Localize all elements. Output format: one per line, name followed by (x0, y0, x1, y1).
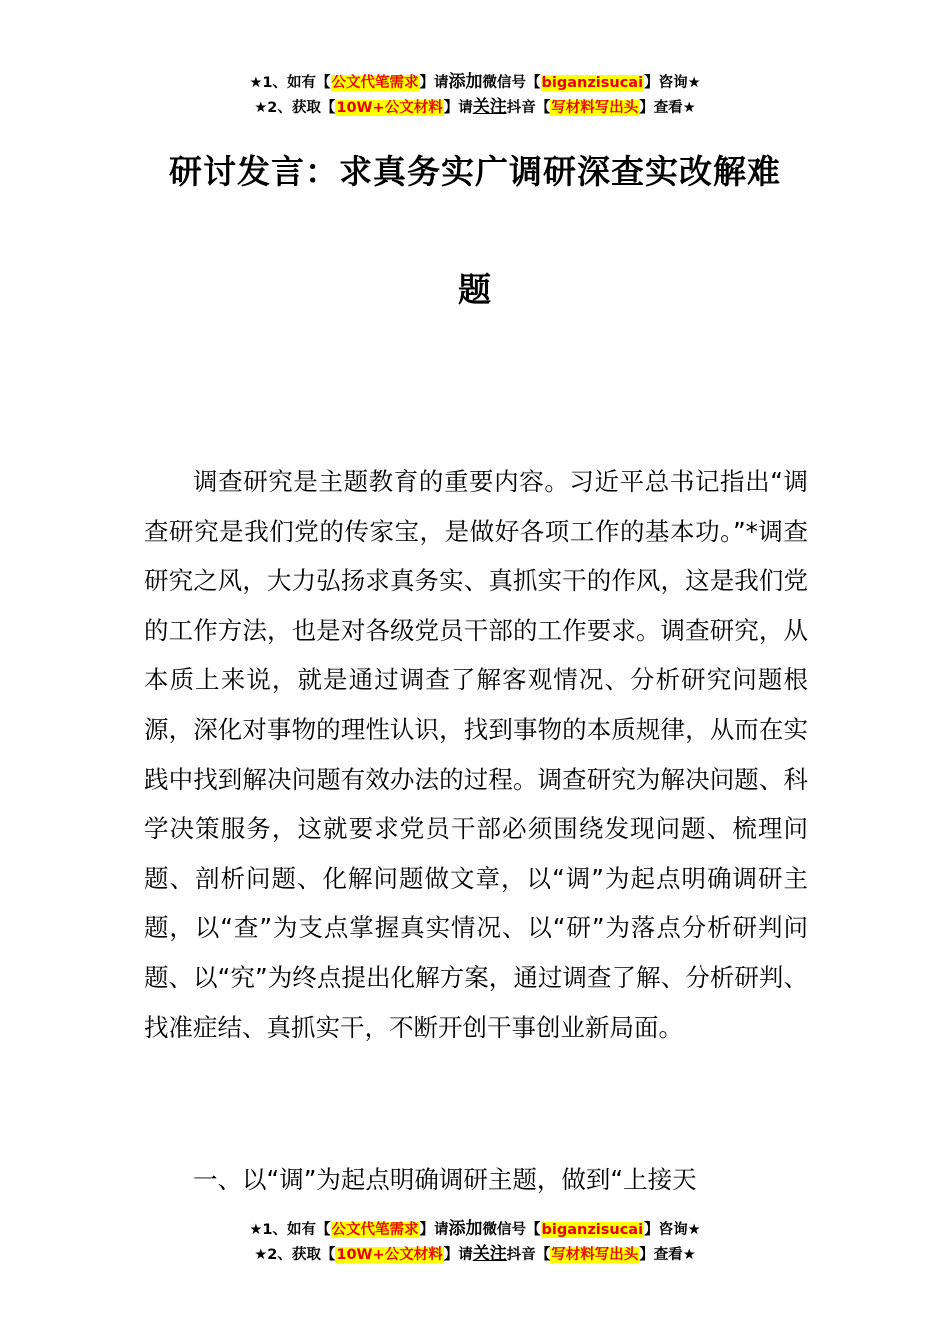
promo-highlight-douyin-account: 写材料写出头 (551, 1247, 639, 1263)
document-title-line-1: 研讨发言：求真务实广调研深查实改解难 (169, 152, 781, 191)
promo-highlight-douyin-account: 写材料写出头 (551, 100, 639, 116)
promo-line-2 (0, 1242, 950, 1267)
document-title-line-2: 题 (458, 270, 492, 309)
promo-highlight-materials: 10W+公文材料 (336, 100, 443, 116)
promo-text: 微信号【 (482, 75, 541, 91)
promo-text: 】请 (443, 1247, 473, 1263)
section-heading-1: 一、以“调”为起点明确调研主题，做到“上接天 (193, 1165, 697, 1194)
promo-text: 抖音【 (506, 100, 551, 116)
promo-suffix: 】查看★ (639, 1247, 696, 1263)
promo-prefix: ★2、获取【 (254, 100, 336, 116)
promo-emphasis: 添加 (448, 1219, 483, 1239)
promo-text: 抖音【 (506, 1247, 551, 1263)
promo-emphasis: 关注 (472, 97, 507, 117)
promo-suffix: 】咨询★ (644, 75, 701, 91)
promo-prefix: ★1、如有【 (249, 75, 331, 91)
promo-line-1 (0, 1217, 950, 1242)
promo-text: 】请 (419, 75, 449, 91)
promo-highlight-service: 公文代笔需求 (331, 75, 419, 91)
promo-line-1 (0, 70, 950, 95)
promo-text: 】请 (443, 100, 473, 116)
promo-line-2 (0, 95, 950, 120)
promo-highlight-materials: 10W+公文材料 (336, 1247, 443, 1263)
promo-prefix: ★2、获取【 (254, 1247, 336, 1263)
promo-suffix: 】查看★ (639, 100, 696, 116)
promo-emphasis: 关注 (472, 1244, 507, 1264)
promo-highlight-wechat-id: biganzisucai (541, 1222, 644, 1238)
promo-prefix: ★1、如有【 (249, 1222, 331, 1238)
body-paragraph-intro: 调查研究是主题教育的重要内容。习近平总书记指出“调查研究是我们党的传家宝，是做好各项工作的基本功。”*调查研究之风，大力弘扬求真务实、真抓实干的作风，这是我们党的工作方法，也是对各级党员干部的工作要求。调查研究，从本质上来说，就是通过调查了解客观情况、分析研究问题根源，深化对事物的理性认识，找到事物的本质规律，从而在实践中找到解决问题有效办法的过程。调查研究为解决问题、科学决策服务，这就要求党员干部必须围绕发现问题、梳理问题、剖析问题、化解问题做文章，以“调”为起点明确调研主题，以“查”为支点掌握真实情况、以“研”为落点分析研判问题、以“究”为终点提出化解方案，通过调查了解、分析研判、找准症结、真抓实干，不断开创干事创业新局面。 (144, 467, 808, 1042)
promo-highlight-service: 公文代笔需求 (331, 1222, 419, 1238)
promo-text: 微信号【 (482, 1222, 541, 1238)
promo-emphasis: 添加 (448, 72, 483, 92)
header-promo-banner (0, 70, 950, 120)
footer-promo-banner (0, 1217, 950, 1267)
promo-suffix: 】咨询★ (644, 1222, 701, 1238)
promo-highlight-wechat-id: biganzisucai (541, 75, 644, 91)
promo-text: 】请 (419, 1222, 449, 1238)
